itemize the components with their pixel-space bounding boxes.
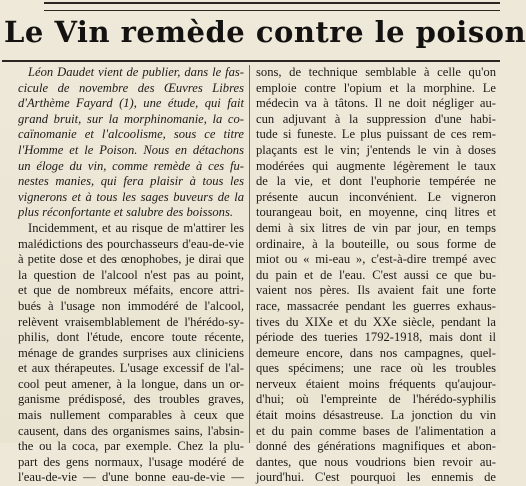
body-line: dantes, que nous voudrions bien revoir au- [256, 454, 496, 469]
body-line: race, massacrée pendant les guerres exhaus- [256, 298, 496, 313]
body-line: nerveux étaient moins fréquents qu'aujour- [256, 376, 496, 391]
body-line: cool peut amener, à la longue, dans un or- [18, 376, 244, 391]
body-line: de la vie, et dont l'euphorie tempérée ne [256, 174, 496, 189]
body-paragraph-left [8, 221, 244, 486]
body-line: philis, dont l'étude, encore toute récente, [18, 330, 244, 345]
body-line: the ou la coca, par exemple. Chez la plu- [18, 439, 244, 454]
body-line: l'eau-de-vie — d'une bonne eau-de-vie — [18, 470, 244, 485]
body-line: ques spécimens; une race où les troubles [256, 361, 496, 376]
top-rule [44, 2, 500, 11]
headline-rule [2, 60, 500, 62]
body-line: bués à l'usage non immodéré de l'alcool, [18, 298, 244, 313]
intro-line: Léon Daudet vient de publier, dans le fas- [28, 65, 244, 79]
article-intro [8, 65, 244, 221]
intro-line: vignerons et à tous les sages buveurs de la [18, 189, 244, 204]
intro-line: nestes manies, qui fera plaisir à tous les [18, 174, 244, 189]
left-column [8, 65, 244, 486]
body-line: tude si funeste. Le plus puissant de ces rem- [256, 127, 496, 142]
body-line: vaient nos pères. Ils avaient fait une forte [256, 283, 496, 298]
body-line: causent, dans des organismes sains, l'absin- [18, 423, 244, 438]
body-paragraph-right [256, 65, 496, 486]
intro-line: un éloge du vin, comme remède à ces fu- [18, 158, 244, 173]
body-line: présente aucun inconvénient. Le vigneron [256, 189, 496, 204]
body-line: d'hui; où l'empreinte de l'hérédo-syphilis [256, 392, 496, 407]
body-line: modérées qui augmente légèrement le taux [256, 158, 496, 173]
body-line: donné des générations magnifiques et abon- [256, 439, 496, 454]
body-line: ordinaire, à la bouteille, ou sous forme de [256, 236, 496, 251]
body-line: tourangeau boit, en moyenne, cinq litres et [256, 205, 496, 220]
intro-line: caïnomanie et l'alcoolisme, sous ce titre [18, 127, 244, 142]
right-column [256, 65, 496, 486]
body-line: demi à six litres de vin par jour, en temps [256, 220, 496, 235]
intro-line: cicule de novembre des Œuvres Libres [18, 80, 244, 95]
body-line: période des tueries 1792-1918, mais dont il [256, 330, 496, 345]
body-line: du pain et de l'eau. C'est aussi ce que bu- [256, 267, 496, 282]
body-line: malédictions des pourchasseurs d'eau-de-vie [18, 236, 244, 251]
body-line: et aux thérapeutes. L'usage excessif de l'al- [18, 361, 244, 376]
intro-line: l'Homme et le Poison. Nous en détachons [18, 142, 244, 157]
body-line: ménage de grandes surprises aux cliniciens [18, 345, 244, 360]
intro-line: plus réconfortante et salubre des boissons. [18, 205, 234, 220]
body-line: plaçants est le vin; j'entends le vin à doses [256, 142, 496, 157]
body-line: et du pain comme bases de l'alimentation a [256, 423, 496, 438]
body-line: était moins désastreuse. La jonction du vin [256, 408, 496, 423]
body-line: sons, de technique semblable à celle qu'on [256, 65, 496, 79]
intro-line: grand bruit, sur la morphinomanie, la co- [18, 111, 244, 126]
body-line: à petite dose et des œnophobes, je dirai que [18, 252, 244, 267]
body-line: ganisme prédisposé, des troubles graves, [18, 392, 244, 407]
intro-line: d'Arthème Fayard (1), une étude, qui fait [18, 96, 244, 111]
body-line: Incidemment, et au risque de m'attirer les [28, 220, 244, 235]
body-line: relèvent vraisemblablement de l'hérédo-sy- [18, 314, 244, 329]
body-line: emploie contre l'opium et la morphine. Le [256, 80, 496, 95]
body-line: miot ou « mi-eau », c'est-à-dire trempé avec [256, 252, 496, 267]
body-line: demeure encore, dans nos campagnes, quel- [256, 345, 496, 360]
body-line: et que de nombreux méfaits, encore attri- [18, 283, 244, 298]
body-line: la question de l'alcool n'est pas au point, [18, 267, 244, 282]
column-divider [249, 65, 250, 443]
article-headline: Le Vin remède contre le poison [4, 15, 526, 49]
body-line: médecin va à tâtons. Il ne doit négliger au- [256, 96, 496, 111]
body-line: cun adjuvant à la suppression d'une habi- [256, 111, 496, 126]
body-line: jourd'hui. C'est pourquoi les ennemis de [256, 470, 496, 485]
body-line: mais nullement comparables à ceux que [18, 408, 244, 423]
body-line: tives du XIXe et du XXe siècle, pendant la [256, 314, 496, 329]
body-line: part des gens normaux, l'usage modéré de [18, 454, 244, 469]
